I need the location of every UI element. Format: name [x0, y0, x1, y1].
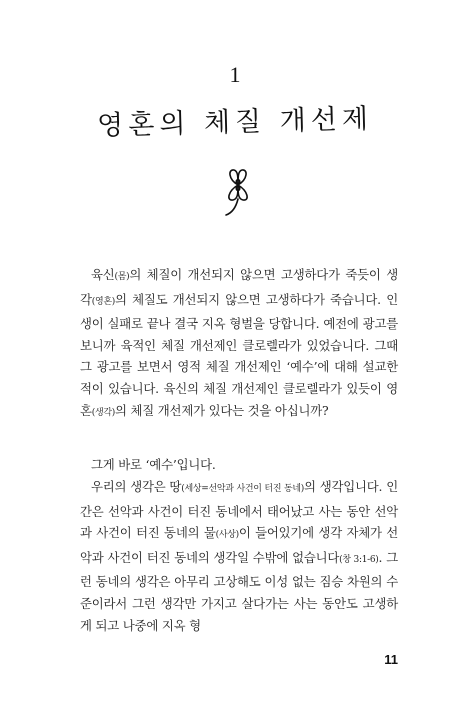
chapter-number: 1 — [229, 62, 241, 87]
page-number: 11 — [384, 652, 398, 667]
chapter-title: 영혼의 체질 개선제 — [96, 103, 374, 142]
body-paragraph: 우리의 생각은 땅(세상=선악과 사건이 터진 동네)의 생각입니다. 인간은 선악과 사건이 터진 동네에서 태어났고 사는 동안 선악과 사건이 터진 동네의 물(사상)이 들어있기에 생각 자체가 선악과 사건이 터진 동네의 생각일 수밖에 없습니다(창 3:1-6). 그런 동네의 생각은 아무리 고상해도 이성 없는 짐승 차원의 수준이라서 그런 생각만 가지고 살다가는 사는 동안도 고생하게 되고 나중에 지옥 형 — [80, 479, 398, 633]
body-paragraph: 그게 바로 ‘예수’입니다. — [91, 457, 216, 472]
body-paragraph: 육신(몸)의 체질이 개선되지 않으면 고생하다가 죽듯이 생각(영혼)의 체질도 개선되지 않으면 고생하다가 죽습니다. 인생이 실패로 끝나 결국 지옥 형벌을 당합니다. 예전에 광고를 보니까 육적인 체질 개선제인 클로렐라가 있었습니다. 그때 그 광고를 보면서 영적 체질 개선제인 ‘예수’에 대해 설교한 적이 있습니다. 육신의 체질 개선제인 클로렐라가 있듯이 영혼(생각)의 체질 개선제가 있다는 것을 아십니까? — [80, 267, 398, 418]
clover-icon — [218, 165, 258, 217]
